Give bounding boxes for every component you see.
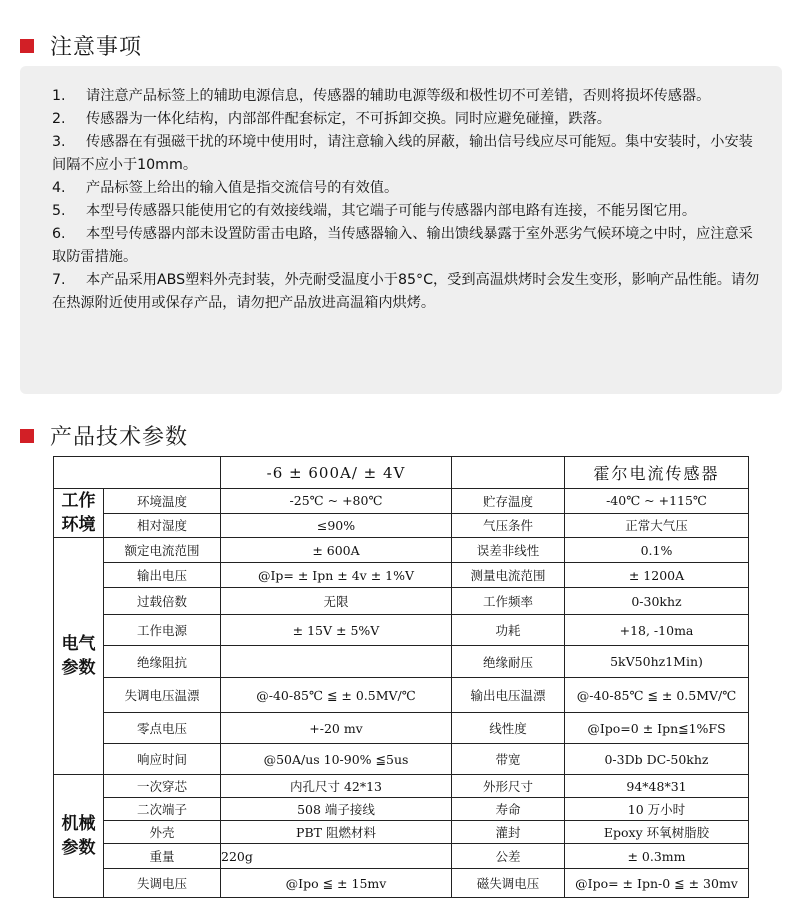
param-value: +-20 mv xyxy=(221,713,452,744)
table-row xyxy=(54,713,749,744)
table-row xyxy=(54,821,749,844)
param-label: 相对湿度 xyxy=(104,513,221,538)
group-env: 工作环境 xyxy=(54,489,104,538)
note-number: 4. xyxy=(52,180,66,196)
param-label: 环境温度 xyxy=(104,489,221,514)
product-name-cell: 霍尔电流传感器 xyxy=(565,457,749,489)
notes-title: 注意事项 xyxy=(50,35,143,60)
group-elec: 电气参数 xyxy=(54,538,104,775)
param-label: 失调电压 xyxy=(104,869,221,898)
note-number: 7. xyxy=(52,272,66,288)
params-section-header xyxy=(20,420,188,451)
param-value: ± 15V ± 5%V xyxy=(221,615,452,646)
param-label: 公差 xyxy=(452,844,565,869)
param-value: @Ipo=0 ± Ipn≦1%FS xyxy=(565,713,749,744)
note-item xyxy=(52,200,764,223)
red-square-icon xyxy=(20,429,34,443)
note-text: 本型号传感器内部未设置防雷击电路，当传感器输入、输出馈线暴露于室外恶劣气候环境之中时，应注意采取防雷措施。 xyxy=(52,226,753,265)
notes-section-header xyxy=(20,30,142,61)
param-label: 二次端子 xyxy=(104,798,221,821)
param-value: @Ip= ± Ipn ± 4v ± 1%V xyxy=(221,563,452,588)
param-label: 绝缘耐压 xyxy=(452,646,565,678)
note-text: 本产品采用ABS塑料外壳封装，外壳耐受温度小于85°C，受到高温烘烤时会发生变形，影响产品性能。请勿在热源附近使用或保存产品，请勿把产品放进高温箱内烘烤。 xyxy=(52,272,760,311)
note-number: 2. xyxy=(52,111,66,127)
table-row xyxy=(54,615,749,646)
param-value: ≤90% xyxy=(221,513,452,538)
param-label: 绝缘阻抗 xyxy=(104,646,221,678)
param-label: 灌封 xyxy=(452,821,565,844)
model-cell: -6 ± 600A/ ± 4V xyxy=(221,457,452,489)
table-row xyxy=(54,538,749,563)
param-value: 0.1% xyxy=(565,538,749,563)
note-text: 传感器为一体化结构，内部部件配套标定，不可拆卸交换。同时应避免碰撞，跌落。 xyxy=(86,111,611,127)
notes-box xyxy=(20,66,782,394)
param-value: 5kV50hz1Min) xyxy=(565,646,749,678)
param-label: 一次穿芯 xyxy=(104,775,221,798)
red-square-icon xyxy=(20,39,34,53)
param-label: 磁失调电压 xyxy=(452,869,565,898)
header-blank-mid xyxy=(452,457,565,489)
table-row xyxy=(54,678,749,713)
table-row xyxy=(54,798,749,821)
param-label: 响应时间 xyxy=(104,744,221,775)
note-number: 6. xyxy=(52,226,66,242)
table-row xyxy=(54,869,749,898)
param-value: @-40-85℃ ≦ ± 0.5MV/℃ xyxy=(565,678,749,713)
param-value: ± 600A xyxy=(221,538,452,563)
note-number: 1. xyxy=(52,88,66,104)
param-value: -25℃ ~ +80℃ xyxy=(221,489,452,514)
table-row xyxy=(54,844,749,869)
param-value: ± 0.3mm xyxy=(565,844,749,869)
param-label: 功耗 xyxy=(452,615,565,646)
param-value: 0-3Db DC-50khz xyxy=(565,744,749,775)
param-value: @Ipo ≦ ± 15mv xyxy=(221,869,452,898)
note-text: 传感器在有强磁干扰的环境中使用时，请注意输入线的屏蔽，输出信号线应尽可能短。集中安装时，小安装间隔不应小于10mm。 xyxy=(52,134,753,173)
note-number: 5. xyxy=(52,203,66,219)
param-label: 零点电压 xyxy=(104,713,221,744)
table-row xyxy=(54,513,749,538)
param-label: 重量 xyxy=(104,844,221,869)
param-value: 0-30khz xyxy=(565,588,749,615)
note-item xyxy=(52,108,764,131)
param-value: @Ipo= ± Ipn-0 ≦ ± 30mv xyxy=(565,869,749,898)
note-text: 请注意产品标签上的辅助电源信息，传感器的辅助电源等级和极性切不可差错，否则将损坏传感器。 xyxy=(86,88,711,104)
table-row xyxy=(54,563,749,588)
note-item xyxy=(52,269,764,315)
param-value: 无限 xyxy=(221,588,452,615)
param-value: 94*48*31 xyxy=(565,775,749,798)
params-title: 产品技术参数 xyxy=(50,425,189,450)
param-value: 正常大气压 xyxy=(565,513,749,538)
param-label: 气压条件 xyxy=(452,513,565,538)
param-value: 10 万小时 xyxy=(565,798,749,821)
param-label: 过载倍数 xyxy=(104,588,221,615)
param-label: 输出电压温漂 xyxy=(452,678,565,713)
param-value: -40℃ ~ +115℃ xyxy=(565,489,749,514)
note-item xyxy=(52,131,764,177)
spec-table xyxy=(53,456,749,898)
param-value: 内孔尺寸 42*13 xyxy=(221,775,452,798)
param-value: +18, -10ma xyxy=(565,615,749,646)
param-value: 220g xyxy=(221,844,452,869)
table-row xyxy=(54,775,749,798)
table-row xyxy=(54,588,749,615)
param-label: 误差非线性 xyxy=(452,538,565,563)
param-value: ± 1200A xyxy=(565,563,749,588)
param-label: 额定电流范围 xyxy=(104,538,221,563)
header-blank-left xyxy=(54,457,221,489)
note-item xyxy=(52,223,764,269)
param-value: PBT 阻燃材料 xyxy=(221,821,452,844)
note-text: 本型号传感器只能使用它的有效接线端，其它端子可能与传感器内部电路有连接，不能另图它用。 xyxy=(86,203,697,219)
param-value: 508 端子接线 xyxy=(221,798,452,821)
param-label: 寿命 xyxy=(452,798,565,821)
param-value xyxy=(221,646,452,678)
notes-list xyxy=(20,66,782,315)
param-value: @50A/us 10-90% ≦5us xyxy=(221,744,452,775)
note-item xyxy=(52,85,764,108)
param-label: 工作频率 xyxy=(452,588,565,615)
param-label: 测量电流范围 xyxy=(452,563,565,588)
note-item xyxy=(52,177,764,200)
note-text: 产品标签上给出的输入值是指交流信号的有效值。 xyxy=(86,180,399,196)
table-row xyxy=(54,646,749,678)
table-row xyxy=(54,744,749,775)
param-label: 工作电源 xyxy=(104,615,221,646)
param-label: 线性度 xyxy=(452,713,565,744)
param-label: 外形尺寸 xyxy=(452,775,565,798)
param-value: Epoxy 环氧树脂胶 xyxy=(565,821,749,844)
param-label: 外壳 xyxy=(104,821,221,844)
note-number: 3. xyxy=(52,134,66,150)
param-label: 贮存温度 xyxy=(452,489,565,514)
group-mech: 机械参数 xyxy=(54,775,104,898)
table-row xyxy=(54,489,749,514)
param-label: 输出电压 xyxy=(104,563,221,588)
param-value: @-40-85℃ ≦ ± 0.5MV/℃ xyxy=(221,678,452,713)
table-header-row xyxy=(54,457,749,489)
param-label: 失调电压温漂 xyxy=(104,678,221,713)
param-label: 带宽 xyxy=(452,744,565,775)
